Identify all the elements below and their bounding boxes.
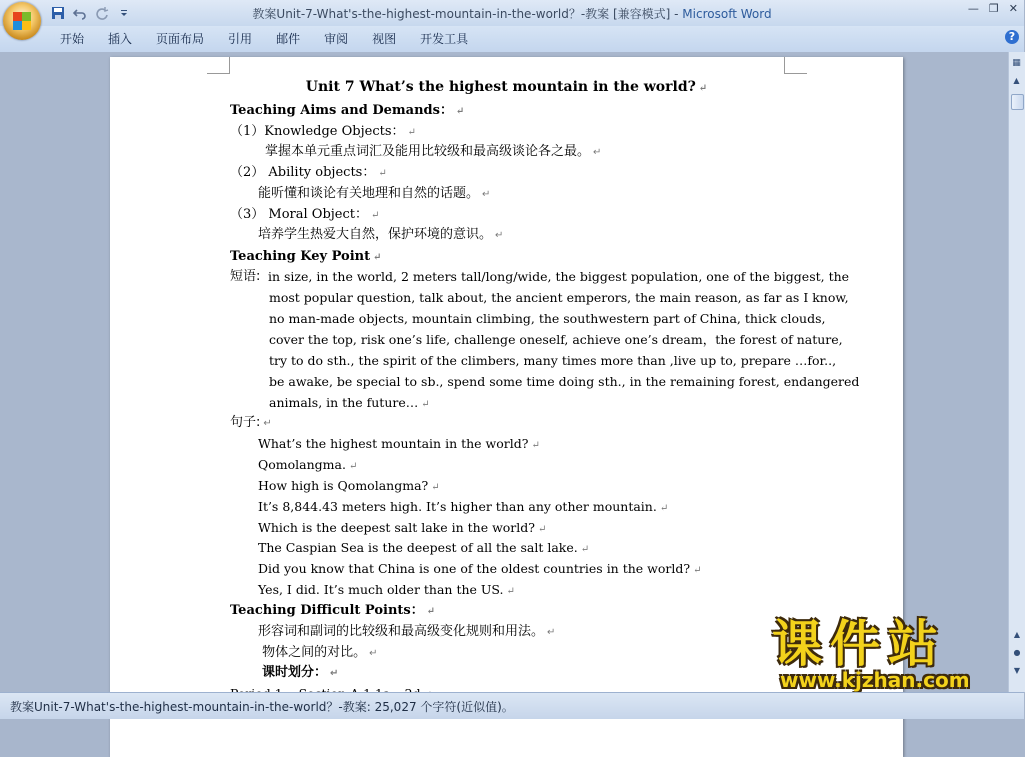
tab-insert[interactable]: 插入 — [108, 32, 133, 46]
sentence-text: Did you know that China is one of the oldest countries in the world? — [258, 561, 691, 576]
office-button[interactable] — [3, 2, 41, 40]
sentence-item — [258, 478, 440, 496]
moral-text-content: 培养学生热爱大自然，保护环境的意识。 — [258, 227, 493, 242]
sentence-text: Yes, I did. It’s much older than the US. — [258, 582, 504, 597]
tab-review[interactable]: 审阅 — [324, 32, 349, 46]
vertical-scrollbar[interactable] — [1008, 52, 1025, 692]
tab-home[interactable]: 开始 — [60, 32, 85, 46]
moral-label-text: （3） Moral Object： — [230, 207, 369, 222]
ability-label — [230, 165, 387, 182]
paragraph-mark-icon: ↵ — [547, 627, 556, 638]
sentence-item — [258, 436, 540, 454]
minimize-icon[interactable]: — — [967, 2, 979, 15]
sentences-label-text: 句子: — [230, 415, 261, 430]
scroll-up-icon[interactable]: ▲ — [1013, 76, 1020, 85]
sentence-text: What’s the highest mountain in the world? — [258, 436, 529, 451]
sentence-text: Qomolangma. — [258, 457, 346, 472]
ribbon — [0, 26, 1024, 53]
ability-text-content: 能听懂和谈论有关地理和自然的话题。 — [258, 186, 480, 201]
knowledge-text — [265, 144, 601, 161]
app-name: Microsoft Word — [682, 7, 772, 21]
sentence-item — [258, 499, 668, 517]
moral-text — [258, 227, 503, 244]
sentence-item — [258, 582, 515, 600]
sentence-item — [258, 457, 357, 475]
sentence-item — [258, 520, 546, 538]
paragraph-mark-icon: ↵ — [371, 210, 380, 221]
paragraph-mark-icon: ↵ — [330, 668, 339, 679]
tab-view[interactable]: 视图 — [372, 32, 397, 46]
phrases-line-last — [269, 395, 430, 413]
periods-heading — [262, 665, 338, 682]
sentence-text: The Caspian Sea is the deepest of all the salt lake. — [258, 540, 578, 555]
paragraph-mark-icon: ↵ — [495, 230, 504, 241]
title-separator: - — [670, 7, 683, 21]
sentence-text: Which is the deepest salt lake in the world? — [258, 520, 535, 535]
dropdown-icon[interactable] — [116, 5, 132, 21]
difficult-heading-text: Teaching Difficult Points： — [230, 603, 424, 618]
redo-icon[interactable] — [94, 5, 110, 21]
sentence-item — [258, 540, 589, 558]
paragraph-mark-icon: ↵ — [593, 147, 602, 158]
document-workspace — [0, 52, 1008, 692]
paragraph-mark-icon: ↵ — [537, 524, 547, 535]
phrases-line: in size, in the world, 2 meters tall/long/wide, the biggest population, one of the biggest, the — [268, 269, 850, 284]
sentence-text: It’s 8,844.43 meters high. It’s higher than any other mountain. — [258, 499, 657, 514]
phrases-last-text: animals, in the future… — [269, 395, 419, 410]
restore-icon[interactable]: ❐ — [988, 2, 999, 15]
knowledge-label — [230, 124, 416, 141]
tab-references[interactable]: 引用 — [228, 32, 253, 46]
difficult-point — [258, 645, 378, 662]
difficult-point — [258, 624, 555, 641]
phrases-line: no man-made objects, mountain climbing, the southwestern part of China, thick clouds, — [269, 311, 826, 326]
document-name: 教案Unit-7-What's-the-highest-mountain-in-the-world？-教案 [兼容模式] — [252, 7, 671, 21]
paragraph-mark-icon: ↵ — [373, 252, 382, 263]
paragraph-mark-icon: ↵ — [348, 461, 358, 472]
quick-access-toolbar — [50, 4, 132, 22]
periods-heading-text: 课时划分： — [262, 665, 328, 680]
phrases-line: be awake, be special to sb., spend some time doing sth., in the remaining forest, endangered — [269, 374, 860, 389]
tab-page-layout[interactable]: 页面布局 — [156, 32, 205, 46]
paragraph-mark-icon: ↵ — [580, 544, 590, 555]
title-bar — [0, 0, 1024, 26]
paragraph-mark-icon: ↵ — [431, 482, 440, 493]
tab-developer[interactable]: 开发工具 — [420, 32, 469, 46]
tab-mailings[interactable]: 邮件 — [276, 32, 301, 46]
paragraph-mark-icon: ↵ — [455, 106, 465, 117]
key-point-heading — [230, 249, 382, 266]
sentence-text: How high is Qomolangma? — [258, 478, 429, 493]
paragraph-mark-icon: ↵ — [659, 503, 669, 514]
paragraph-mark-icon: ↵ — [506, 586, 515, 597]
status-text: 教案Unit-7-What's-the-highest-mountain-in-the-world？-教案: 25,027 个字符(近似值)。 — [10, 700, 514, 714]
ability-text — [258, 186, 490, 203]
next-page-icon[interactable]: ▼ — [1013, 666, 1021, 675]
paragraph-mark-icon: ↵ — [407, 127, 416, 138]
aims-heading — [230, 103, 464, 120]
close-icon[interactable]: ✕ — [1008, 2, 1018, 15]
floppy-disk-icon[interactable] — [50, 5, 66, 21]
window-title — [0, 5, 1024, 22]
paragraph-mark-icon: ↵ — [369, 648, 378, 659]
phrases-line: most popular question, talk about, the ancient emperors, the main reason, as far as I know, — [269, 290, 849, 305]
knowledge-text-content: 掌握本单元重点词汇及能用比较级和最高级谈论各之最。 — [265, 144, 591, 159]
aims-heading-text: Teaching Aims and Demands： — [230, 103, 453, 118]
watermark-logo-text: 课件站 — [772, 615, 946, 673]
paragraph-mark-icon: ↵ — [698, 83, 708, 94]
select-browse-object-icon[interactable]: ● — [1013, 648, 1021, 657]
paragraph-mark-icon: ↵ — [426, 606, 436, 617]
ribbon-tabs — [48, 31, 480, 47]
sentences-label — [230, 415, 272, 432]
difficult-point-text: 形容词和副词的比较级和最高级变化规则和用法。 — [258, 624, 545, 639]
margin-corner-mark — [207, 57, 230, 74]
ability-label-text: （2） Ability objects： — [230, 165, 376, 180]
difficult-heading — [230, 603, 435, 620]
paragraph-mark-icon: ↵ — [378, 168, 387, 179]
phrases-label: 短语: — [230, 269, 261, 284]
paragraph-mark-icon: ↵ — [531, 440, 540, 451]
previous-page-icon[interactable]: ▲ — [1013, 630, 1021, 639]
difficult-point-text: 物体之间的对比。 — [258, 645, 367, 660]
key-heading-text: Teaching Key Point — [230, 249, 371, 264]
document-title — [110, 79, 903, 97]
knowledge-label-text: （1）Knowledge Objects： — [230, 124, 405, 139]
paragraph-mark-icon: ↵ — [482, 189, 491, 200]
scroll-thumb[interactable] — [1011, 94, 1024, 110]
watermark-url: www.kjzhan.com — [780, 668, 970, 692]
phrases-line: cover the top, risk one’s life, challenge oneself, achieve one’s dream，the forest of nature, — [269, 332, 843, 347]
sentence-item — [258, 561, 701, 579]
help-icon[interactable]: ? — [1005, 30, 1019, 44]
margin-corner-mark — [784, 57, 807, 74]
status-bar — [0, 692, 1024, 719]
title-text: Unit 7 What’s the highest mountain in the world? — [305, 79, 696, 95]
paragraph-mark-icon: ↵ — [421, 399, 430, 410]
ruler-toggle-icon[interactable]: ▦ — [1012, 58, 1021, 68]
undo-icon[interactable] — [72, 5, 88, 21]
paragraph-mark-icon: ↵ — [263, 418, 272, 429]
paragraph-mark-icon: ↵ — [693, 565, 702, 576]
office-logo-icon — [12, 11, 32, 31]
moral-label — [230, 207, 379, 224]
watermark-logo — [772, 616, 1008, 694]
phrases-line: try to do sth., the spirit of the climbers, many times more than ,live up to, prepare …for.., — [269, 353, 837, 368]
window-controls — [968, 2, 1018, 15]
